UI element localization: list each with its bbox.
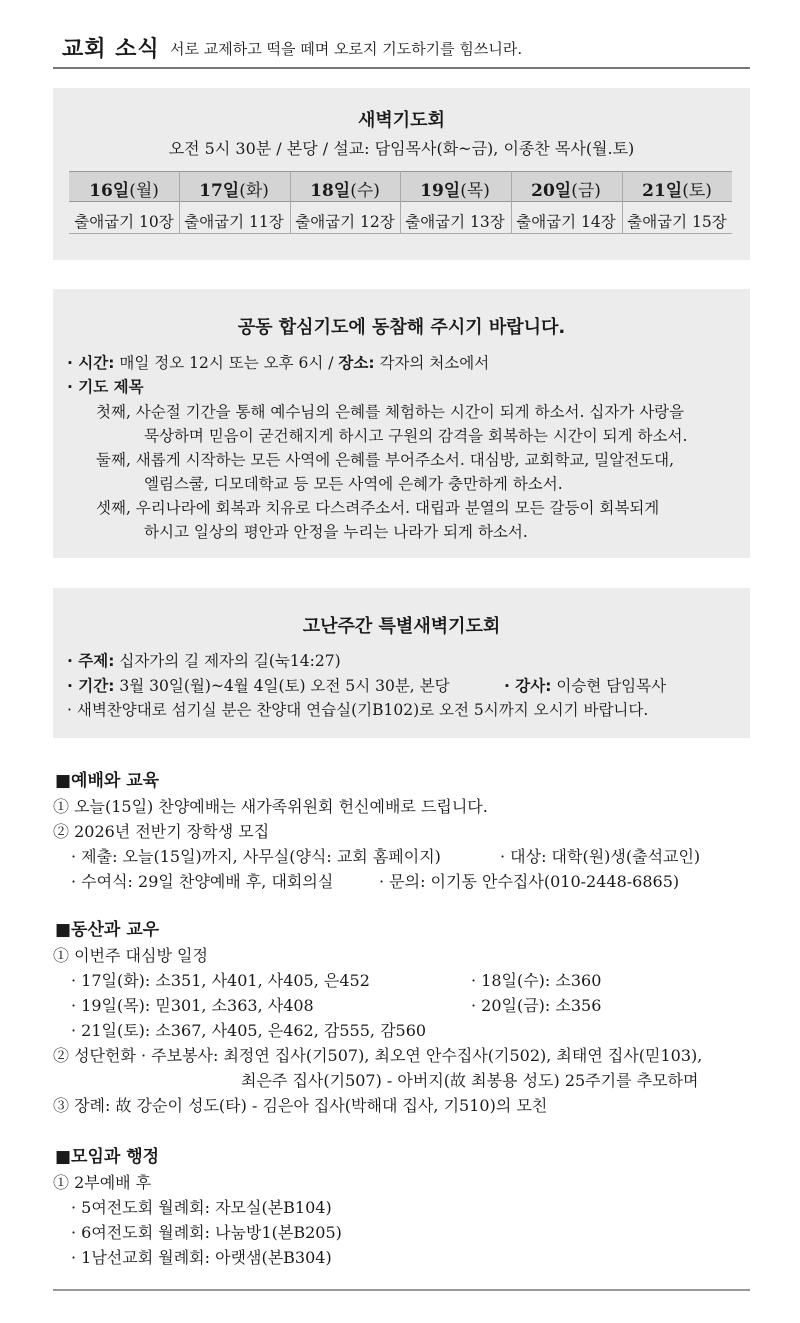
fellowship-item: · 18일(수): 소360 bbox=[471, 971, 602, 990]
prayer-topic-line: 묵상하며 믿음이 굳건해지게 하시고 구원의 감격을 회복하는 시간이 되게 하소서. bbox=[144, 427, 688, 445]
worship-heading: ■예배와 교육 bbox=[55, 771, 160, 791]
meetings-section bbox=[53, 1142, 750, 1272]
schedule-day-5: 20일(금) bbox=[531, 181, 601, 201]
schedule-chapter-3: 출애굽기 12장 bbox=[295, 213, 395, 231]
schedule-day-4: 19일(목) bbox=[420, 181, 490, 201]
holy-week-box bbox=[53, 588, 750, 738]
schedule-divider bbox=[179, 171, 180, 233]
meetings-heading: ■모임과 행정 bbox=[55, 1147, 160, 1167]
schedule-chapter-4: 출애굽기 13장 bbox=[405, 213, 505, 231]
dawn-prayer-schedule bbox=[69, 171, 732, 241]
meetings-item: · 5여전도회 월례회: 자모실(본B104) bbox=[71, 1198, 332, 1217]
schedule-day-2: 17일(화) bbox=[199, 181, 269, 201]
meetings-item: · 6여전도회 월례회: 나눔방1(본B205) bbox=[71, 1223, 342, 1242]
schedule-bottom-rule bbox=[69, 233, 732, 234]
worship-item: · 문의: 이기동 안수집사(010-2448-6865) bbox=[379, 872, 680, 891]
fellowship-item: ② 성단헌화 · 주보봉사: 최정연 집사(기507), 최오연 안수집사(기502), 최태연 집사(믿103), bbox=[53, 1046, 703, 1065]
meetings-item: ① 2부예배 후 bbox=[53, 1173, 152, 1192]
header-divider bbox=[53, 67, 750, 69]
footer-divider bbox=[53, 1289, 750, 1291]
dawn-prayer-box bbox=[53, 88, 750, 260]
schedule-chapter-6: 출애굽기 15장 bbox=[627, 213, 727, 231]
schedule-divider bbox=[511, 171, 512, 233]
fellowship-item: · 19일(목): 믿301, 소363, 사408 bbox=[71, 996, 314, 1015]
holy-week-theme: · 주제: 십자가의 길 제자의 길(눅14:27) bbox=[67, 652, 341, 670]
worship-item: · 수여식: 29일 찬양예배 후, 대회의실 bbox=[71, 872, 334, 891]
fellowship-item: · 17일(화): 소351, 사401, 사405, 은452 bbox=[71, 971, 370, 990]
page-subtitle: 서로 교제하고 떡을 떼며 오로지 기도하기를 힘쓰니라. bbox=[170, 40, 523, 58]
prayer-topics-label: · 기도 제목 bbox=[67, 378, 144, 396]
schedule-chapter-5: 출애굽기 14장 bbox=[516, 213, 616, 231]
schedule-divider bbox=[622, 171, 623, 233]
worship-item: · 제출: 오늘(15일)까지, 사무실(양식: 교회 홈페이지) bbox=[71, 847, 441, 866]
prayer-topic-line: 둘째, 새롭게 시작하는 모든 사역에 은혜를 부어주소서. 대심방, 교회학교, 밀알전도대, bbox=[96, 451, 675, 469]
holy-week-speaker: · 강사: 이승현 담임목사 bbox=[504, 677, 667, 695]
fellowship-heading: ■동산과 교우 bbox=[55, 920, 160, 940]
joint-prayer-title: 공동 합심기도에 동참해 주시기 바랍니다. bbox=[237, 317, 566, 338]
worship-item: ① 오늘(15일) 찬양예배는 새가족위원회 헌신예배로 드립니다. bbox=[53, 797, 488, 816]
joint-prayer-box bbox=[53, 289, 750, 558]
schedule-day-1: 16일(월) bbox=[89, 181, 159, 201]
prayer-topic-line: 셋째, 우리나라에 회복과 치유로 다스려주소서. 대립과 분열의 모든 갈등이 회복되게 bbox=[96, 499, 660, 517]
schedule-day-3: 18일(수) bbox=[310, 181, 380, 201]
meetings-item: · 1남선교회 월례회: 아랫샘(본B304) bbox=[71, 1248, 332, 1267]
page-header bbox=[62, 32, 752, 62]
schedule-divider bbox=[400, 171, 401, 233]
fellowship-item: ① 이번주 대심방 일정 bbox=[53, 946, 208, 965]
fellowship-item: · 21일(토): 소367, 사405, 은462, 감555, 감560 bbox=[71, 1021, 427, 1040]
dawn-prayer-title: 새벽기도회 bbox=[358, 110, 445, 131]
fellowship-section bbox=[53, 915, 750, 1120]
fellowship-item: ③ 장례: 故 강순이 성도(타) - 김은아 집사(박해대 집사, 기510)의 모친 bbox=[53, 1096, 548, 1115]
holy-week-period: · 기간: 3월 30일(월)~4월 4일(토) 오전 5시 30분, 본당 bbox=[67, 677, 450, 695]
schedule-divider bbox=[290, 171, 291, 233]
worship-item: · 대상: 대학(원)생(출석교인) bbox=[500, 847, 701, 866]
holy-week-note: · 새벽찬양대로 섬기실 분은 찬양대 연습실(기B102)로 오전 5시까지 오시기 바랍니다. bbox=[67, 701, 649, 719]
prayer-topic-line: 엘림스쿨, 디모데학교 등 모든 사역에 은혜가 충만하게 하소서. bbox=[144, 475, 563, 493]
worship-section bbox=[53, 766, 750, 896]
prayer-topic-line: 첫째, 사순절 기간을 통해 예수님의 은혜를 체험하는 시간이 되게 하소서. 십자가 사랑을 bbox=[96, 403, 685, 421]
holy-week-title: 고난주간 특별새벽기도회 bbox=[302, 616, 501, 637]
schedule-chapter-2: 출애굽기 11장 bbox=[184, 213, 284, 231]
page-title: 교회 소식 bbox=[62, 37, 160, 62]
fellowship-item: · 20일(금): 소356 bbox=[471, 996, 602, 1015]
schedule-day-6: 21일(토) bbox=[642, 181, 712, 201]
joint-prayer-time: · 시간: 매일 정오 12시 또는 오후 6시 / 장소: 각자의 처소에서 bbox=[67, 354, 490, 372]
dawn-prayer-info: 오전 5시 30분 / 본당 / 설교: 담임목사(화~금), 이종찬 목사(월.토) bbox=[168, 139, 635, 158]
schedule-chapter-1: 출애굽기 10장 bbox=[74, 213, 174, 231]
prayer-topic-line: 하시고 일상의 평안과 안정을 누리는 나라가 되게 하소서. bbox=[144, 523, 528, 541]
worship-item: ② 2026년 전반기 장학생 모집 bbox=[53, 822, 270, 841]
fellowship-item: 최은주 집사(기507) - 아버지(故 최봉용 성도) 25주기를 추모하며 bbox=[241, 1071, 699, 1090]
